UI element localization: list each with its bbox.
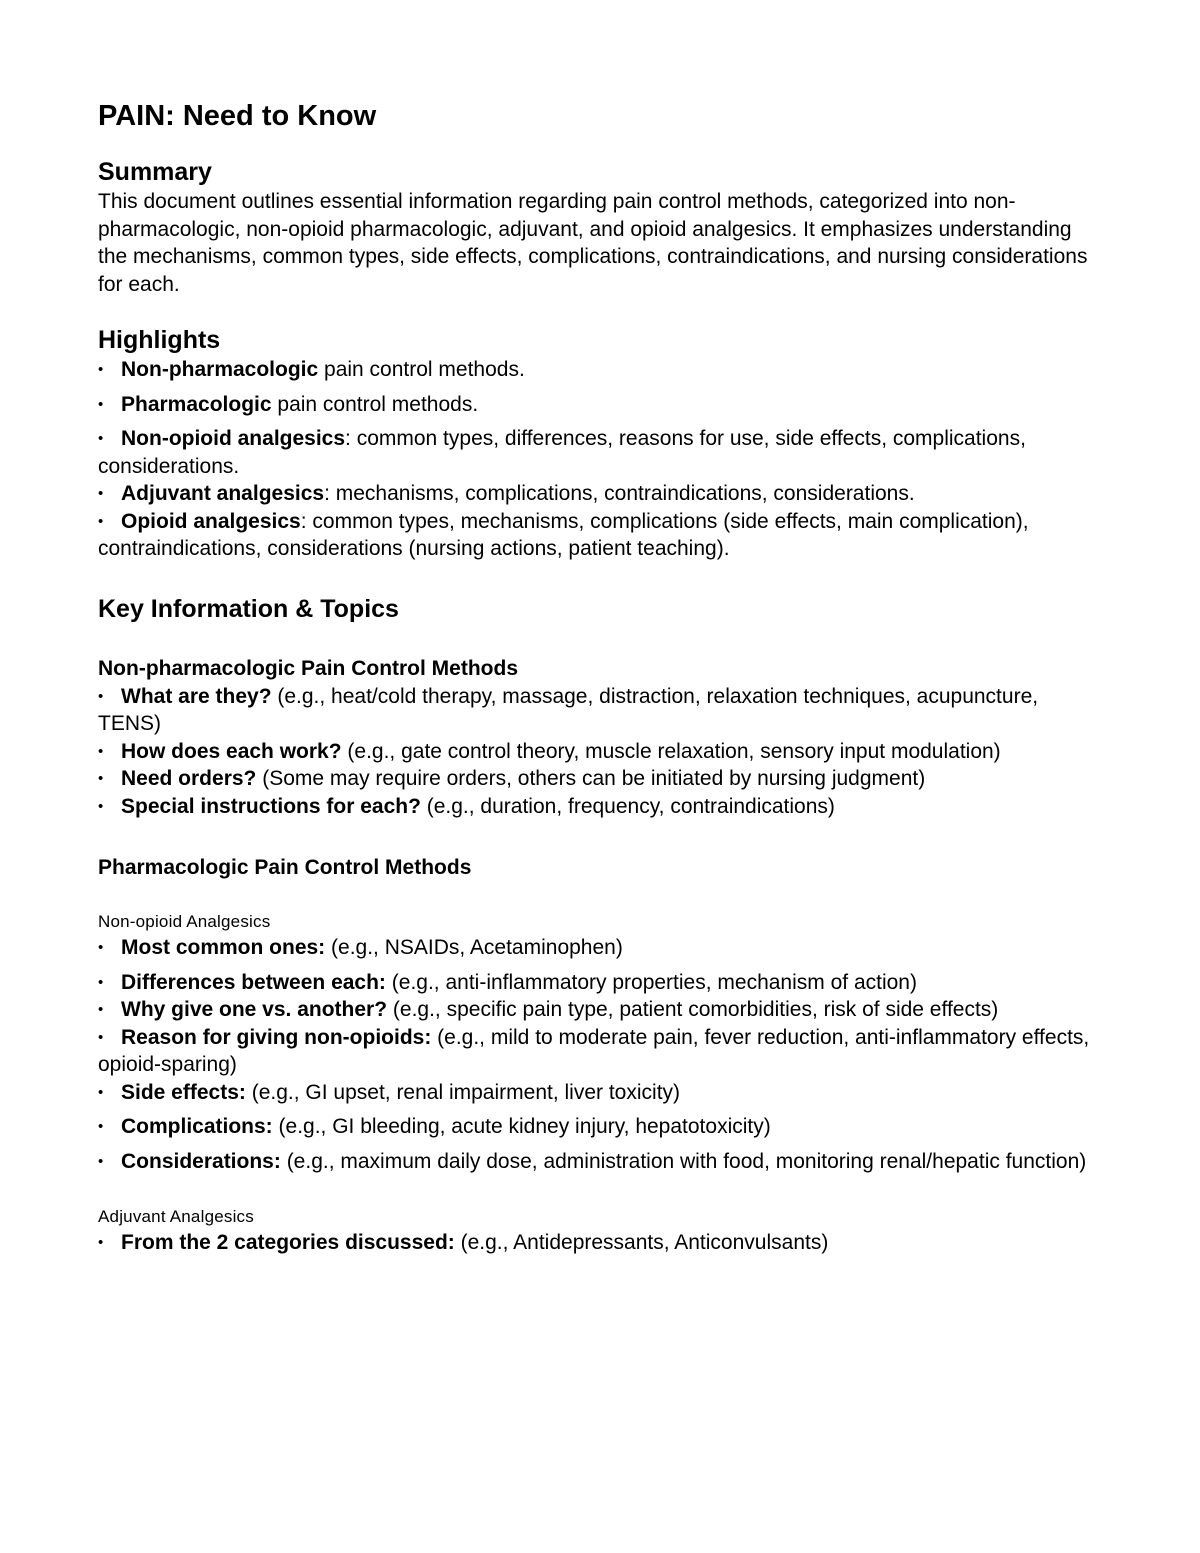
list-item	[98, 793, 1098, 821]
item-text: (e.g., mild to moderate pain, fever reduction, anti-inflammatory effects, opioid-sparing)	[98, 1025, 1090, 1076]
item-lead: Complications:	[121, 1115, 273, 1138]
list-item	[98, 738, 1098, 766]
item-lead: Reason for giving non-opioids:	[121, 1025, 432, 1049]
item-text: (e.g., maximum daily dose, administration with food, monitoring renal/hepatic function)	[280, 1149, 1087, 1173]
key-info-heading: Key Information & Topics	[98, 594, 399, 623]
bullet-icon: •	[98, 512, 104, 530]
bullet-icon: •	[98, 742, 104, 760]
bullet-icon: •	[98, 797, 104, 815]
bullet-icon: •	[98, 939, 104, 956]
item-lead: Need orders?	[121, 767, 257, 790]
item-lead: Opioid analgesics	[121, 509, 301, 533]
item-text: : common types, differences, reasons for use, side effects, complications, considerations.	[98, 427, 1026, 478]
highlights-heading: Highlights	[98, 326, 221, 354]
item-text: (Some may require orders, others can be initiated by nursing judgment)	[256, 767, 926, 790]
item-lead: Differences between each:	[121, 970, 386, 994]
list-item	[98, 1113, 1098, 1141]
list-item	[98, 425, 1098, 480]
item-text: (e.g., anti-inflammatory properties, mechanism of action)	[385, 970, 917, 994]
bullet-icon: •	[98, 1234, 104, 1251]
non-opioid-heading: Non-opioid Analgesics	[98, 912, 271, 931]
non-pharmacologic-subsection	[98, 655, 1098, 821]
list-item	[98, 765, 1098, 793]
bullet-icon: •	[98, 485, 104, 502]
item-text: (e.g., GI upset, renal impairment, liver toxicity)	[245, 1080, 681, 1104]
list-item	[98, 480, 1098, 508]
highlights-section	[98, 324, 1098, 563]
item-lead: Pharmacologic	[121, 392, 272, 416]
list-item	[98, 683, 1098, 738]
document-page	[98, 96, 1098, 1257]
list-item	[98, 356, 1098, 384]
bullet-icon: •	[98, 1118, 104, 1135]
item-text: : mechanisms, complications, contraindications, considerations.	[324, 482, 915, 505]
bullet-icon: •	[98, 770, 104, 787]
list-item	[98, 1024, 1098, 1079]
item-text: (e.g., gate control theory, muscle relaxation, sensory input modulation)	[341, 739, 1001, 763]
bullet-icon: •	[98, 1152, 104, 1170]
item-lead: Most common ones:	[121, 936, 326, 959]
item-lead: How does each work?	[121, 739, 342, 763]
item-lead: From the 2 categories discussed:	[121, 1231, 455, 1254]
list-item	[98, 1148, 1098, 1176]
adjuvant-subsection	[98, 1205, 1098, 1257]
bullet-icon: •	[98, 973, 104, 991]
summary-section	[98, 156, 1098, 298]
bullet-icon: •	[98, 395, 104, 413]
item-lead: Side effects:	[121, 1080, 246, 1104]
bullet-icon: •	[98, 1028, 104, 1046]
non-opioid-subsection	[98, 910, 1098, 1175]
item-text: (e.g., NSAIDs, Acetaminophen)	[325, 936, 623, 959]
bullet-icon: •	[98, 1001, 104, 1018]
item-text: pain control methods.	[271, 392, 479, 416]
adjuvant-list	[98, 1229, 1098, 1257]
highlights-list	[98, 356, 1098, 563]
item-text: : common types, mechanisms, complications (side effects, main complication), contraindications, considerations (nursing actions, patient teaching).	[98, 509, 1029, 560]
item-lead: Non-pharmacologic	[121, 358, 319, 381]
key-info-section	[98, 593, 1098, 1257]
list-item	[98, 1229, 1098, 1257]
item-lead: Non-opioid analgesics	[121, 427, 346, 450]
bullet-icon: •	[98, 1083, 104, 1101]
item-text: (e.g., heat/cold therapy, massage, distraction, relaxation techniques, acupuncture, TENS)	[98, 684, 1039, 735]
item-text: (e.g., GI bleeding, acute kidney injury, hepatotoxicity)	[272, 1115, 771, 1138]
list-item	[98, 1079, 1098, 1107]
non-pharmacologic-list	[98, 683, 1098, 821]
pharmacologic-subsection	[98, 854, 1098, 1257]
item-text: (e.g., Antidepressants, Anticonvulsants)	[454, 1231, 829, 1254]
item-text: (e.g., duration, frequency, contraindications)	[420, 794, 835, 818]
non-pharmacologic-heading: Non-pharmacologic Pain Control Methods	[98, 656, 519, 680]
list-item	[98, 391, 1098, 419]
item-lead: What are they?	[121, 684, 272, 708]
list-item	[98, 934, 1098, 962]
item-text: (e.g., specific pain type, patient comorbidities, risk of side effects)	[387, 998, 999, 1021]
item-lead: Adjuvant analgesics	[121, 482, 325, 505]
list-item	[98, 996, 1098, 1024]
item-lead: Special instructions for each?	[121, 794, 421, 818]
adjuvant-heading: Adjuvant Analgesics	[98, 1207, 254, 1226]
document-title: PAIN: Need to Know	[98, 100, 377, 132]
item-lead: Considerations:	[121, 1149, 281, 1173]
list-item	[98, 508, 1098, 563]
non-opioid-list	[98, 934, 1098, 1175]
list-item	[98, 969, 1098, 997]
summary-heading: Summary	[98, 158, 212, 186]
pharmacologic-heading: Pharmacologic Pain Control Methods	[98, 856, 472, 879]
bullet-icon: •	[98, 361, 104, 378]
bullet-icon: •	[98, 687, 104, 705]
summary-text: This document outlines essential information regarding pain control methods, categorized into non-pharmacologic, non-opioid pharmacologic, adjuvant, and opioid analgesics. It emphasizes understanding the mechanisms, common types, side effects, complications, contraindications, and nursing considerations for each.	[98, 190, 1088, 296]
item-text: pain control methods.	[318, 358, 525, 381]
item-lead: Why give one vs. another?	[121, 998, 388, 1021]
bullet-icon: •	[98, 430, 104, 447]
